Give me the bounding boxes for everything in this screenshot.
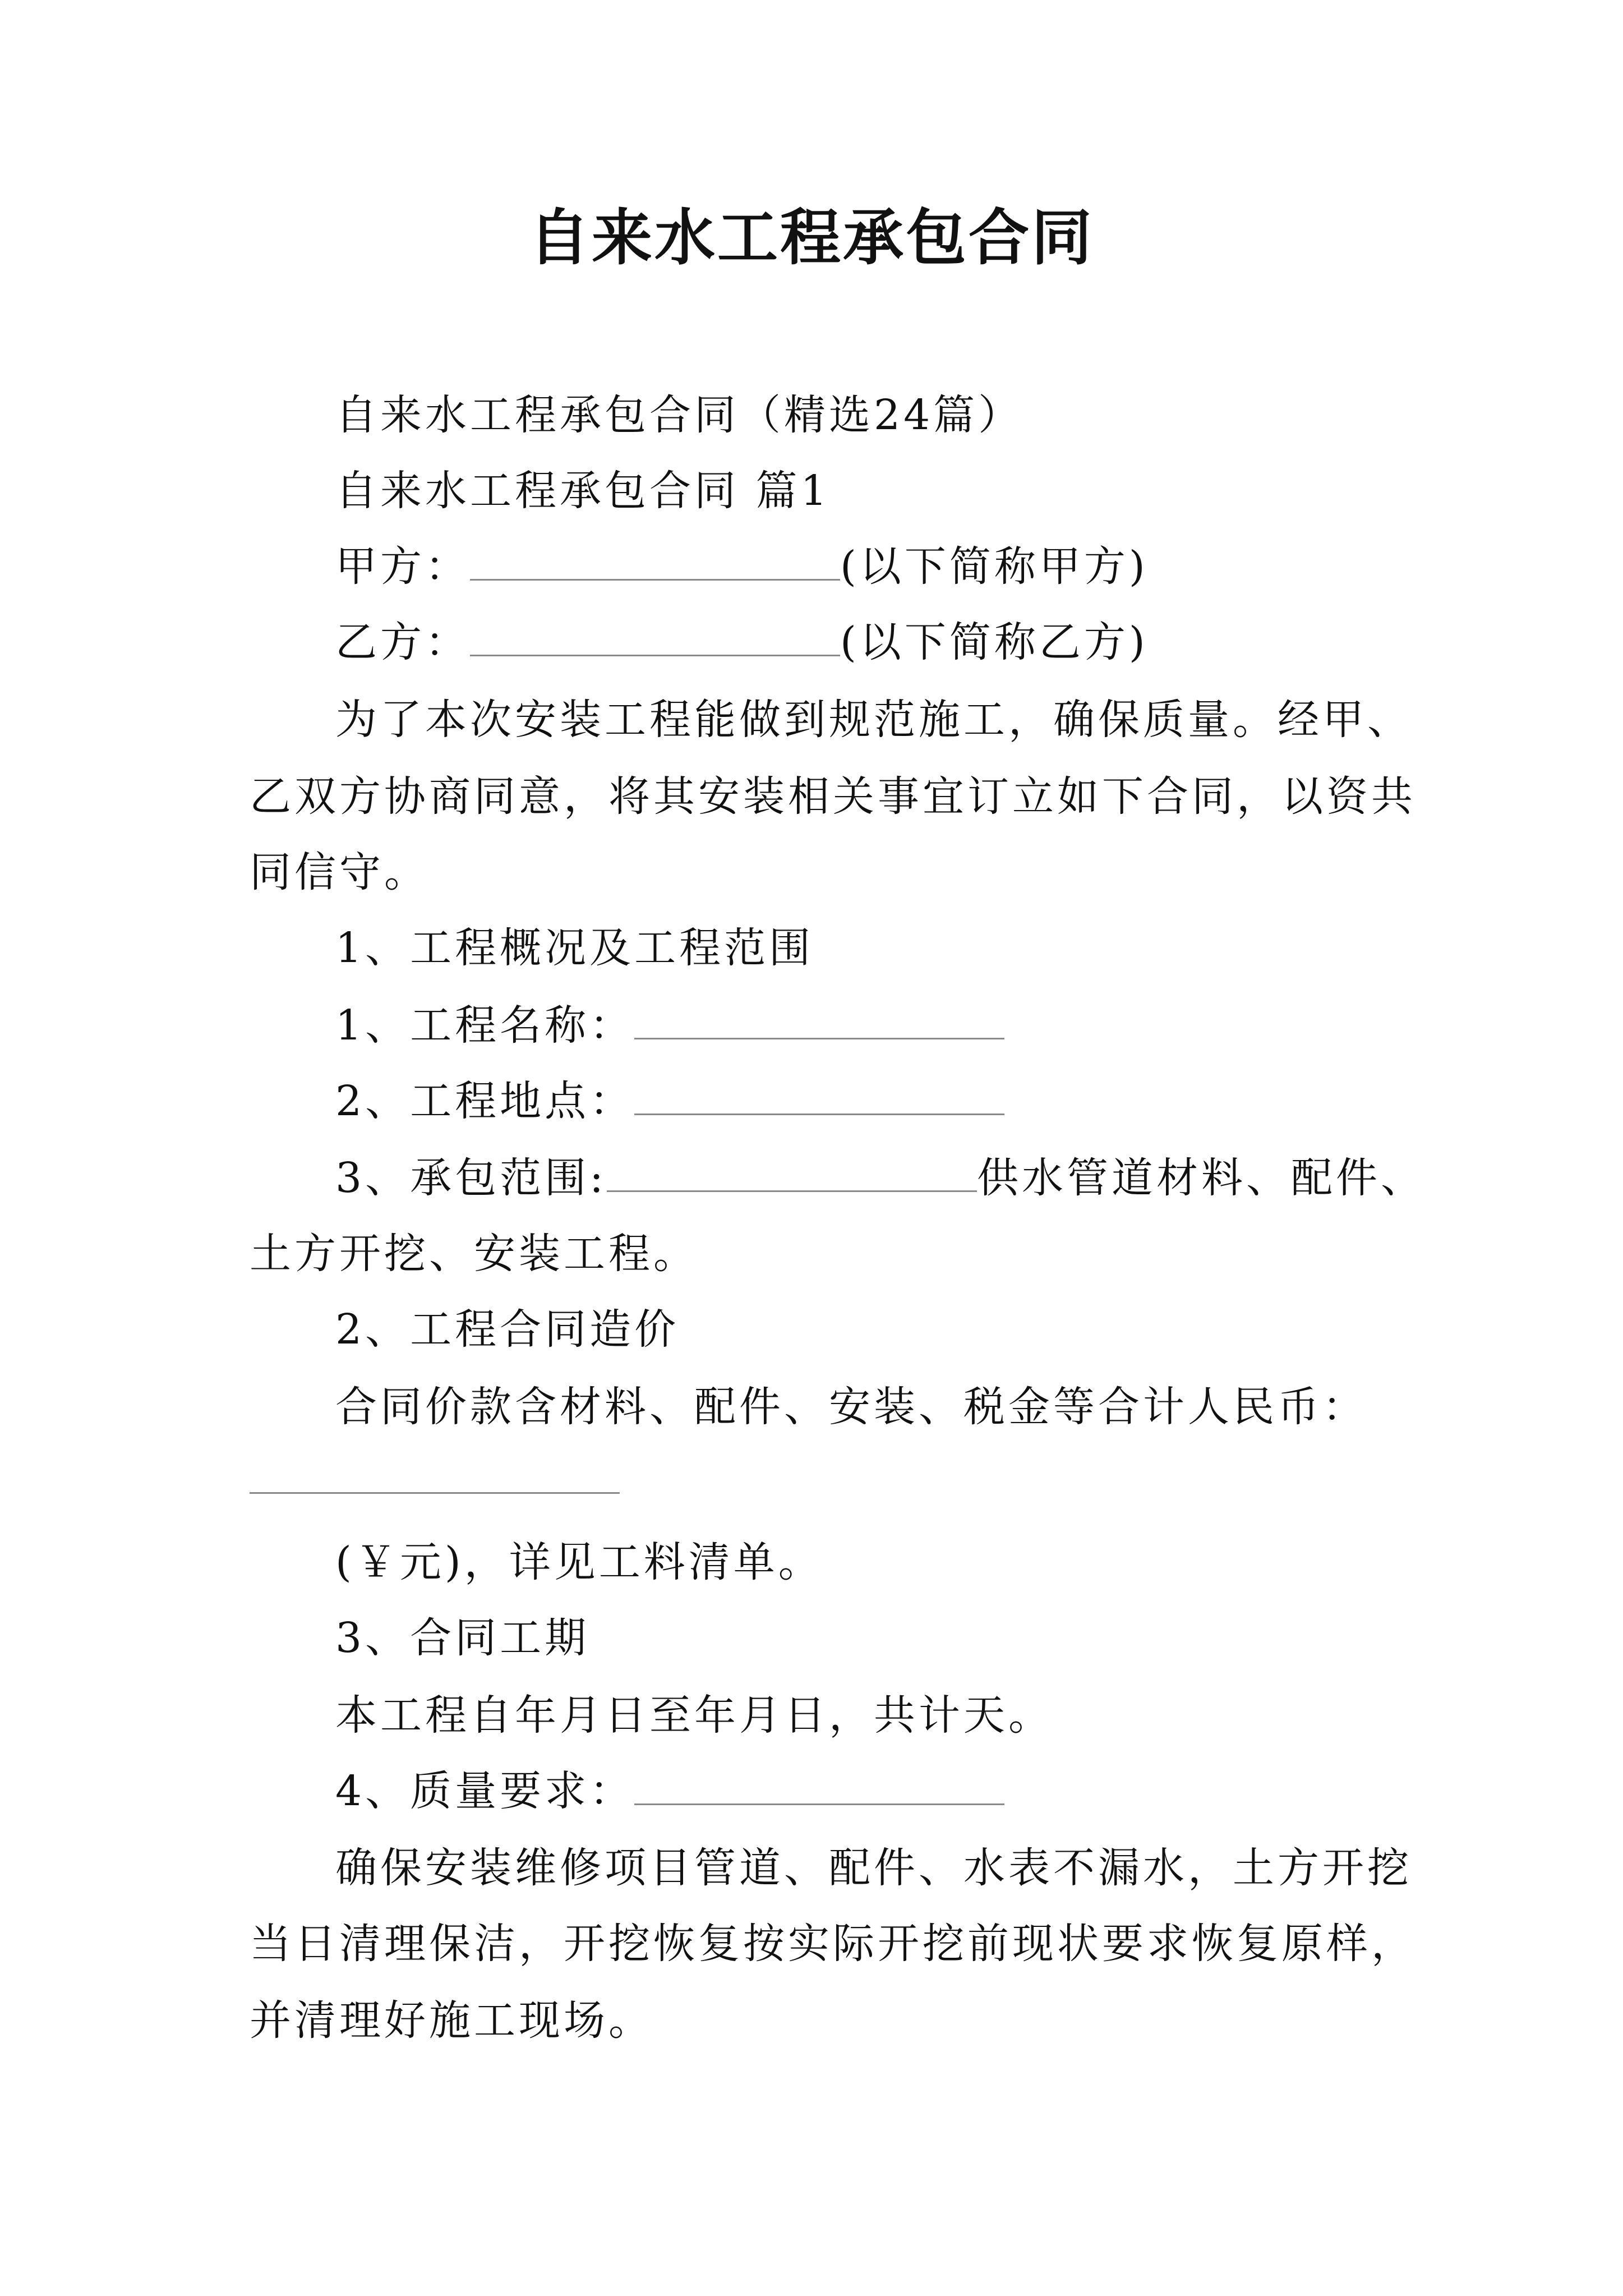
project-name-label: 1、工程名称： [335,1001,635,1050]
party-b-note: (以下简称乙方) [840,618,1149,666]
project-location-blank [634,1080,1004,1115]
scope-line [335,1150,1426,1206]
paragraph-line: 同信守。 [250,848,429,896]
clause-heading: 3、合同工期 [335,1614,590,1662]
paragraph-line: 为了本次安装工程能做到规范施工，确保质量。经甲、 [335,696,1412,744]
party-b-blank [470,621,840,656]
project-location-label: 2、工程地点： [335,1077,635,1125]
clause-heading: 1、工程概况及工程范围 [335,924,814,972]
subtitle-line: 自来水工程承包合同（精选24篇） [335,391,1023,439]
document-title: 自来水工程承包合同 [528,203,1094,273]
party-b-label: 乙方： [335,618,470,666]
quality-label: 4、质量要求： [335,1767,635,1815]
party-b-line [335,614,1149,670]
party-a-label: 甲方： [335,542,470,591]
scope-label: 3、承包范围: [335,1154,607,1202]
paragraph-line: 本工程自年月日至年月日，共计天。 [335,1691,1053,1740]
clause-heading: 2、工程合同造价 [335,1305,680,1354]
paragraph-line: 土方开挖、安装工程。 [250,1230,698,1278]
project-name-blank [634,1004,1004,1039]
scope-note: 供水管道材料、配件、 [977,1154,1426,1202]
paragraph-line: 确保安装维修项目管道、配件、水表不漏水，土方开挖 [335,1844,1412,1892]
paragraph-line: 当日清理保洁，开挖恢复按实际开挖前现状要求恢复原样， [250,1920,1416,1968]
price-blank [250,1492,620,1494]
scope-blank [607,1157,977,1192]
paragraph-line: 乙双方协商同意，将其安装相关事宜订立如下合同，以资共 [250,772,1416,821]
project-name-line [335,997,1004,1053]
party-a-note: (以下简称甲方) [840,542,1149,591]
paragraph-line: 合同价款含材料、配件、安装、税金等合计人民币： [335,1383,1367,1431]
party-a-line [335,539,1149,595]
quality-line [335,1763,1004,1819]
quality-blank [634,1770,1004,1805]
section-heading: 自来水工程承包合同 篇1 [335,467,831,515]
party-a-blank [470,545,840,581]
paragraph-line: 并清理好施工现场。 [250,1996,653,2045]
project-location-line [335,1073,1004,1129]
paragraph-line: (￥元)，详见工料清单。 [335,1538,823,1586]
